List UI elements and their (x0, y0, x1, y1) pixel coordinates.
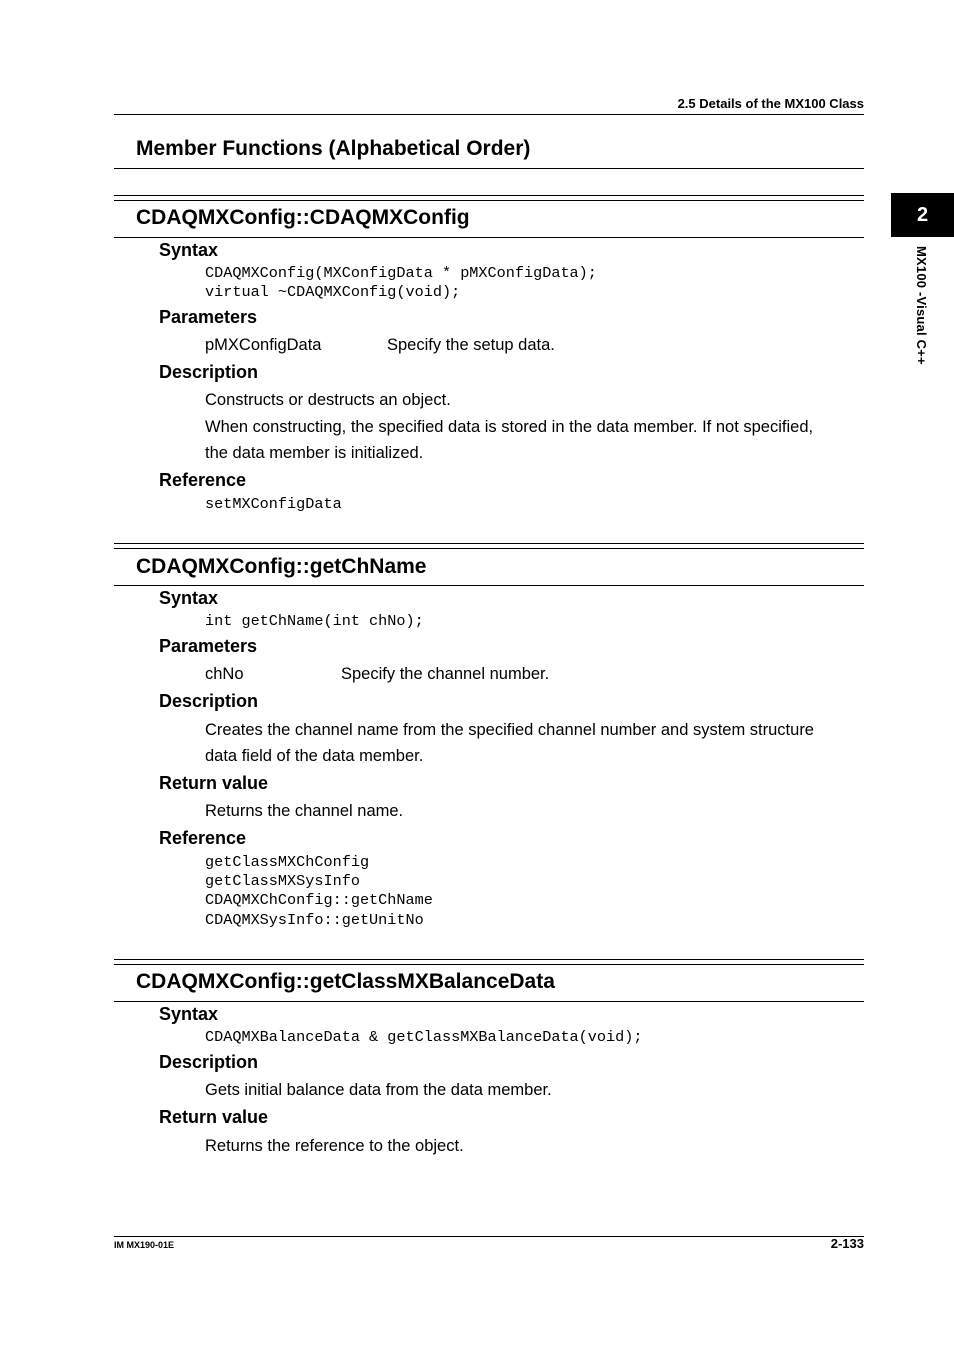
section-rule (114, 959, 864, 960)
description-text: Creates the channel name from the specified channel number and system structure (205, 721, 814, 739)
description-heading: Description (159, 362, 259, 382)
reference-item: setMXConfigData (205, 495, 342, 513)
syntax-heading: Syntax (159, 240, 219, 260)
syntax-heading: Syntax (159, 1004, 219, 1024)
syntax-line: virtual ~CDAQMXConfig(void); (205, 283, 461, 301)
description-text: Gets initial balance data from the data member. (205, 1081, 552, 1099)
reference-item: CDAQMXChConfig::getChName (205, 891, 433, 909)
reference-item: getClassMXChConfig (205, 853, 370, 871)
reference-heading: Reference (159, 470, 247, 490)
section-rule (114, 548, 864, 549)
return-text: Returns the channel name. (205, 802, 404, 820)
return-heading: Return value (159, 1107, 269, 1127)
function-title: CDAQMXConfig::getClassMXBalanceData (136, 970, 555, 993)
return-heading: Return value (159, 773, 269, 793)
header-rule (114, 114, 864, 115)
description-heading: Description (159, 1052, 259, 1072)
description-text: When constructing, the specified data is stored in the data member. If not specified, (205, 418, 814, 436)
param-description: Specify the setup data. (387, 336, 555, 354)
param-description: Specify the channel number. (341, 665, 550, 683)
running-header: 2.5 Details of the MX100 Class (677, 96, 864, 111)
description-text: the data member is initialized. (205, 444, 424, 462)
page-title: Member Functions (Alphabetical Order) (136, 137, 531, 160)
section-rule (114, 964, 864, 965)
parameters-heading: Parameters (159, 307, 258, 327)
function-title: CDAQMXConfig::getChName (136, 555, 427, 578)
syntax-line: CDAQMXBalanceData & getClassMXBalanceData(void); (205, 1028, 643, 1046)
reference-item: getClassMXSysInfo (205, 872, 360, 890)
description-text: Constructs or destructs an object. (205, 391, 451, 409)
section-rule (114, 195, 864, 196)
doc-id: IM MX190-01E (114, 1240, 175, 1250)
syntax-heading: Syntax (159, 588, 219, 608)
footer-rule (114, 1236, 864, 1237)
reference-item: CDAQMXSysInfo::getUnitNo (205, 911, 424, 929)
reference-heading: Reference (159, 828, 247, 848)
section-rule (114, 237, 864, 238)
param-name: pMXConfigData (205, 336, 322, 354)
parameters-heading: Parameters (159, 636, 258, 656)
description-heading: Description (159, 691, 259, 711)
section-rule (114, 200, 864, 201)
description-text: data field of the data member. (205, 747, 424, 765)
param-name: chNo (205, 665, 244, 683)
section-rule (114, 585, 864, 586)
title-rule (114, 168, 864, 169)
syntax-line: CDAQMXConfig(MXConfigData * pMXConfigData); (205, 264, 597, 282)
section-rule (114, 1001, 864, 1002)
chapter-tab-label: MX100 -Visual C++ (914, 246, 929, 365)
syntax-line: int getChName(int chNo); (205, 612, 424, 630)
page-number: 2-133 (830, 1236, 864, 1251)
section-rule (114, 543, 864, 544)
chapter-tab: 2 (891, 193, 954, 237)
return-text: Returns the reference to the object. (205, 1137, 464, 1155)
function-title: CDAQMXConfig::CDAQMXConfig (136, 206, 470, 229)
